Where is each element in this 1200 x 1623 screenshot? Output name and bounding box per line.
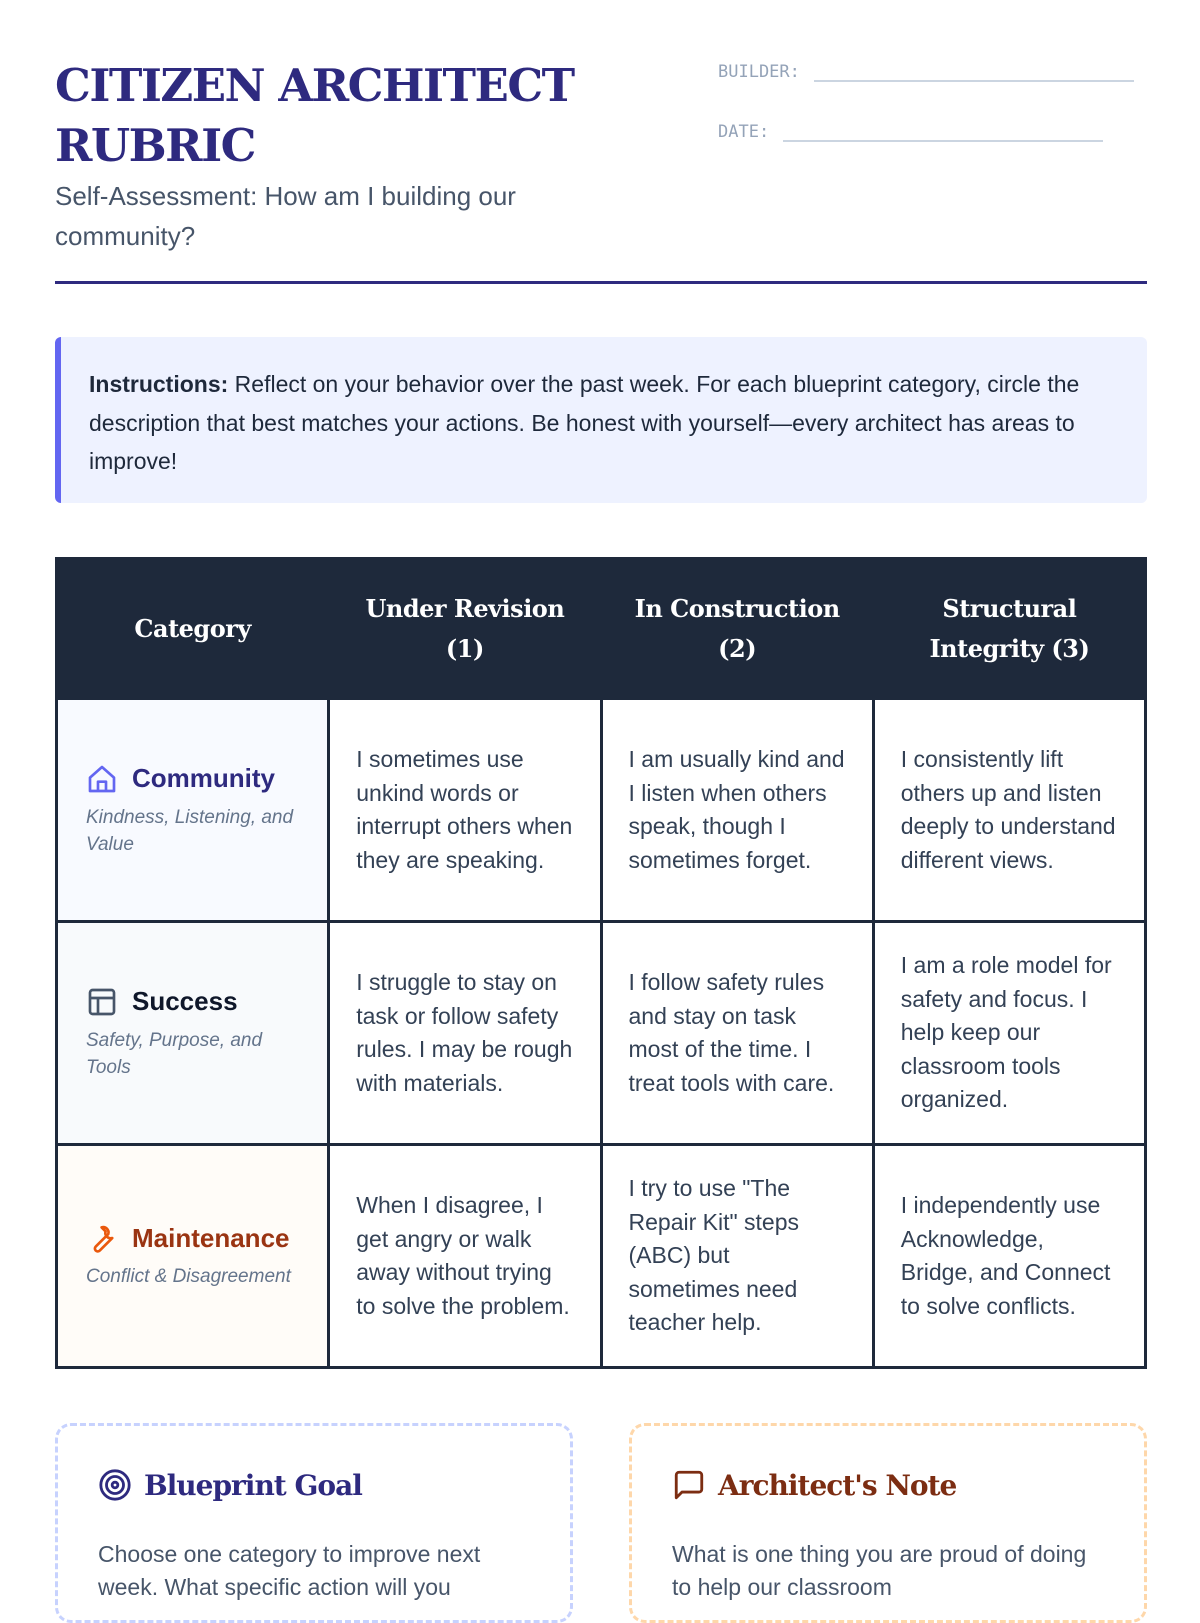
builder-label: BUILDER: (718, 62, 800, 82)
rubric-page (55, 0, 1147, 1600)
page-subtitle: Self-Assessment: How am I building our community? (55, 181, 516, 251)
date-input-line[interactable] (783, 118, 1103, 142)
date-label: DATE: (718, 122, 770, 142)
category-cell (57, 922, 329, 1145)
blueprint-goal-title: Blueprint Goal (144, 1468, 362, 1502)
instructions-label: Instructions: (89, 371, 229, 397)
instructions-box (55, 337, 1147, 503)
header-category: Category (57, 559, 329, 699)
header-level-1: Under Revision (1) (329, 559, 601, 699)
rubric-cell[interactable]: I sometimes use unkind words or interrupt others when they are speaking. (329, 699, 601, 922)
category-cell (57, 1145, 329, 1368)
header-level-2: In Construction (2) (601, 559, 873, 699)
wrench-icon (86, 1223, 118, 1255)
category-subtitle: Kindness, Listening, and Value (86, 806, 294, 855)
architect-note-title: Architect's Note (718, 1468, 957, 1502)
rubric-cell[interactable]: I consistently lift others up and listen deeply to understand different views. (873, 699, 1145, 922)
target-icon (98, 1468, 132, 1502)
builder-input-line[interactable] (814, 58, 1134, 82)
category-name: Community (132, 763, 275, 794)
header (55, 0, 1147, 284)
date-field (718, 118, 1103, 142)
home-icon (86, 763, 118, 795)
rubric-cell[interactable]: I try to use "The Repair Kit" steps (ABC) but sometimes need teacher help. (601, 1145, 873, 1368)
category-cell (57, 699, 329, 922)
rubric-cell[interactable]: I independently use Acknowledge, Bridge, and Connect to solve conflicts. (873, 1145, 1145, 1368)
table-header-row (57, 559, 1146, 699)
category-subtitle: Safety, Purpose, and Tools (86, 1029, 263, 1078)
layout-icon (86, 986, 118, 1018)
rubric-cell[interactable]: I struggle to stay on task or follow safety rules. I may be rough with materials. (329, 922, 601, 1145)
builder-field (718, 58, 1134, 82)
architect-note-text: What is one thing you are proud of doing to help our classroom (672, 1541, 1087, 1600)
header-level-3: Structural Integrity (3) (873, 559, 1145, 699)
table-row (57, 922, 1146, 1145)
blueprint-goal-box (55, 1423, 573, 1623)
table-row (57, 699, 1146, 922)
message-square-icon (672, 1468, 706, 1502)
category-subtitle: Conflict & Disagreement (86, 1266, 291, 1288)
page-title: CITIZEN ARCHITECT RUBRIC (55, 59, 574, 172)
rubric-cell[interactable]: When I disagree, I get angry or walk away without trying to solve the problem. (329, 1145, 601, 1368)
rubric-table (55, 557, 1147, 1369)
blueprint-goal-text: Choose one category to improve next week. What specific action will you (98, 1541, 481, 1600)
rubric-cell[interactable]: I follow safety rules and stay on task most of the time. I treat tools with care. (601, 922, 873, 1145)
instructions-text: Reflect on your behavior over the past week. For each blueprint category, circle the description that best matches your actions. Be honest with yourself—every architect has areas to improve! (89, 371, 1080, 474)
rubric-cell[interactable]: I am usually kind and I listen when others speak, though I sometimes forget. (601, 699, 873, 922)
rubric-cell[interactable]: I am a role model for safety and focus. I help keep our classroom tools organized. (873, 922, 1145, 1145)
category-name: Maintenance (132, 1222, 290, 1253)
table-row (57, 1145, 1146, 1368)
category-name: Success (132, 986, 238, 1017)
architect-note-box (629, 1423, 1147, 1623)
